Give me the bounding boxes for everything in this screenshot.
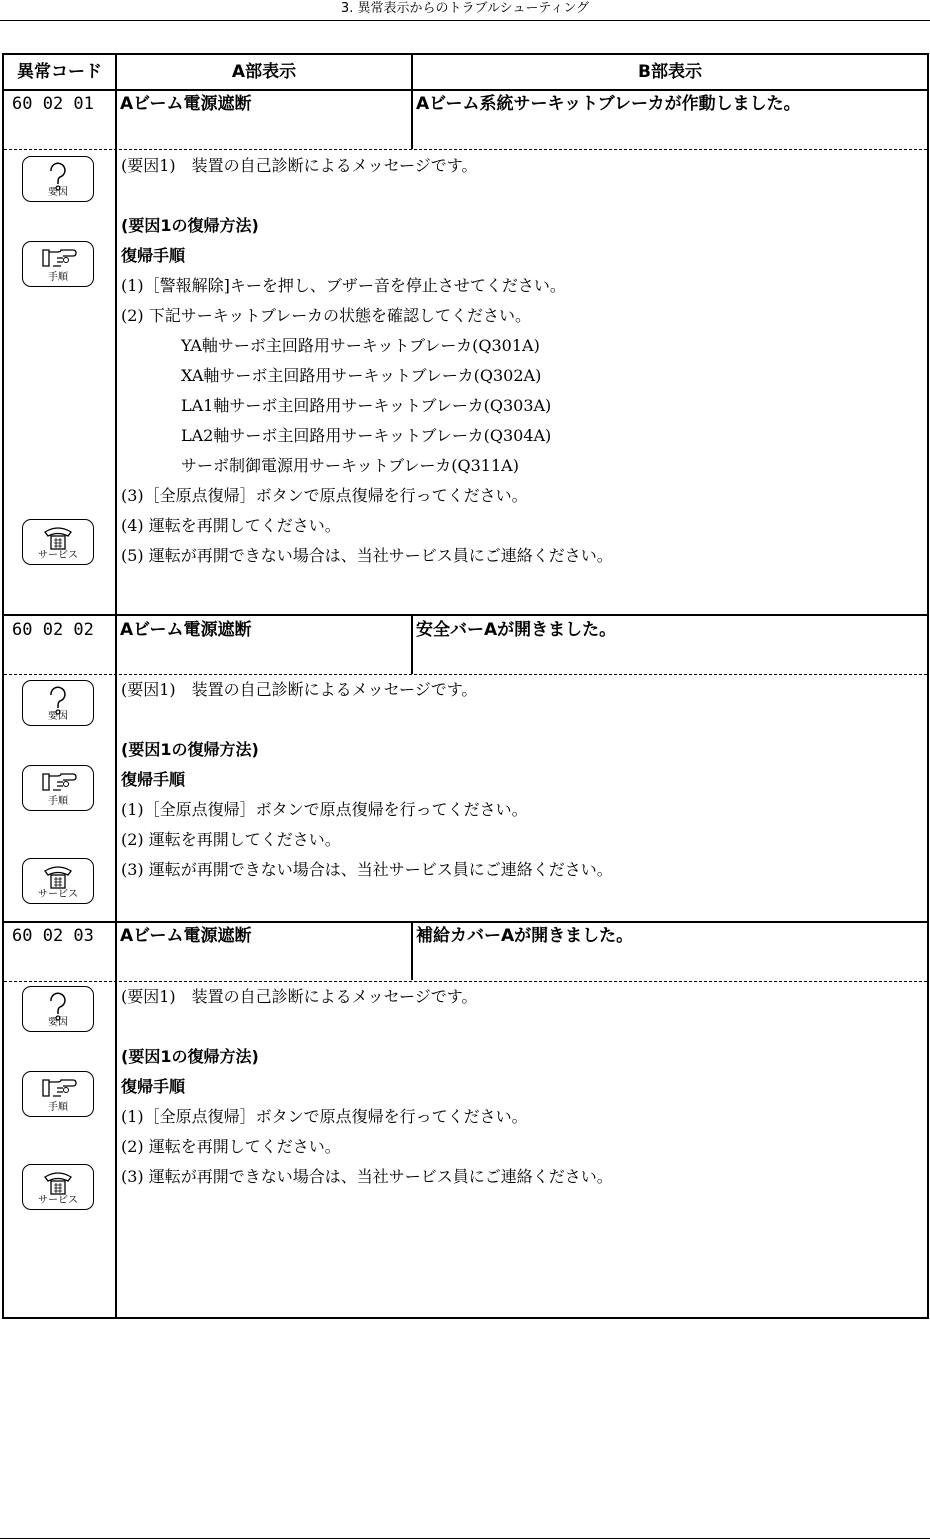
service-icon — [22, 519, 94, 565]
procedure-icon-label: 手順 — [48, 272, 68, 283]
column-divider — [411, 616, 413, 674]
column-divider — [411, 91, 413, 149]
breaker-item: LA1軸サーボ主回路用サーキットブレーカ(Q303A) — [181, 396, 552, 415]
recovery-heading: (要因1の復帰方法) — [121, 216, 259, 235]
error-code: 60 02 01 — [12, 94, 94, 114]
a-display-text: Aビーム電源遮断 — [120, 94, 252, 114]
column-divider — [411, 922, 413, 980]
breaker-item: XA軸サーボ主回路用サーキットブレーカ(Q302A) — [181, 366, 542, 385]
cause-icon-label: 要因 — [48, 187, 68, 198]
procedure-step: (2) 運転を再開してください。 — [121, 1137, 341, 1156]
procedure-icon-label: 手順 — [48, 1102, 68, 1113]
cause-icon — [22, 156, 94, 202]
procedure-step: (3)［全原点復帰］ボタンで原点復帰を行ってください。 — [121, 486, 528, 505]
entry-body — [121, 151, 613, 571]
cause-icon — [22, 680, 94, 726]
procedure-step: (1)［全原点復帰］ボタンで原点復帰を行ってください。 — [121, 800, 528, 819]
error-code: 60 02 03 — [12, 926, 94, 946]
b-display-text: 補給カバーAが開きました。 — [416, 926, 634, 946]
header-code: 異常コード — [17, 62, 102, 82]
recovery-heading: (要因1の復帰方法) — [121, 1047, 259, 1066]
row-divider — [4, 921, 927, 923]
procedure-step: (2) 下記サーキットブレーカの状態を確認してください。 — [121, 306, 531, 325]
header-b-display: B部表示 — [638, 62, 702, 82]
cause-text: (要因1) 装置の自己診断によるメッセージです。 — [121, 987, 478, 1006]
cause-text: (要因1) 装置の自己診断によるメッセージです。 — [121, 156, 478, 175]
row-divider — [4, 89, 927, 91]
entry-body — [121, 982, 613, 1192]
page-title: 3. 異常表示からのトラブルシューティング — [340, 1, 590, 16]
header-a-display: A部表示 — [231, 62, 297, 82]
a-display-text: Aビーム電源遮断 — [120, 620, 252, 640]
recovery-heading: (要因1の復帰方法) — [121, 740, 259, 759]
spacer — [121, 181, 613, 211]
service-icon-label: サービス — [38, 1195, 78, 1206]
procedure-step: (3) 運転が再開できない場合は、当社サービス員にご連絡ください。 — [121, 860, 613, 879]
service-icon-label: サービス — [38, 550, 78, 561]
footer-divider — [0, 1538, 930, 1539]
procedure-step: (1)［全原点復帰］ボタンで原点復帰を行ってください。 — [121, 1107, 528, 1126]
procedure-icon — [22, 241, 94, 287]
cause-icon — [22, 986, 94, 1032]
column-divider — [115, 55, 117, 1317]
b-display-text: 安全バーAが開きました。 — [416, 620, 617, 640]
procedure-step: (3) 運転が再開できない場合は、当社サービス員にご連絡ください。 — [121, 1167, 613, 1186]
a-display-text: Aビーム電源遮断 — [120, 926, 252, 946]
entry-body — [121, 675, 613, 885]
cause-icon-label: 要因 — [48, 711, 68, 722]
procedure-step: (2) 運転を再開してください。 — [121, 830, 341, 849]
breaker-item: サーボ制御電源用サーキットブレーカ(Q311A) — [181, 456, 519, 475]
procedure-heading: 復帰手順 — [121, 246, 186, 265]
procedure-step: (4) 運転を再開してください。 — [121, 516, 341, 535]
procedure-icon — [22, 765, 94, 811]
procedure-heading: 復帰手順 — [121, 770, 186, 789]
procedure-step: (1)［警報解除]キーを押し、ブザー音を停止させてください。 — [121, 276, 566, 295]
breaker-item: LA2軸サーボ主回路用サーキットブレーカ(Q304A) — [181, 426, 552, 445]
spacer — [121, 705, 613, 735]
error-code: 60 02 02 — [12, 620, 94, 640]
title-divider — [0, 20, 930, 21]
procedure-icon-label: 手順 — [48, 796, 68, 807]
row-divider — [4, 614, 927, 616]
breaker-item: YA軸サーボ主回路用サーキットブレーカ(Q301A) — [181, 336, 540, 355]
section-divider — [4, 149, 927, 150]
procedure-heading: 復帰手順 — [121, 1077, 186, 1096]
procedure-icon — [22, 1071, 94, 1117]
service-icon-label: サービス — [38, 889, 78, 900]
service-icon — [22, 1164, 94, 1210]
service-icon — [22, 858, 94, 904]
error-table — [2, 53, 929, 1319]
cause-icon-label: 要因 — [48, 1017, 68, 1028]
spacer — [121, 1012, 613, 1042]
cause-text: (要因1) 装置の自己診断によるメッセージです。 — [121, 680, 478, 699]
procedure-step: (5) 運転が再開できない場合は、当社サービス員にご連絡ください。 — [121, 546, 613, 565]
b-display-text: Aビーム系統サーキットブレーカが作動しました。 — [416, 94, 801, 114]
